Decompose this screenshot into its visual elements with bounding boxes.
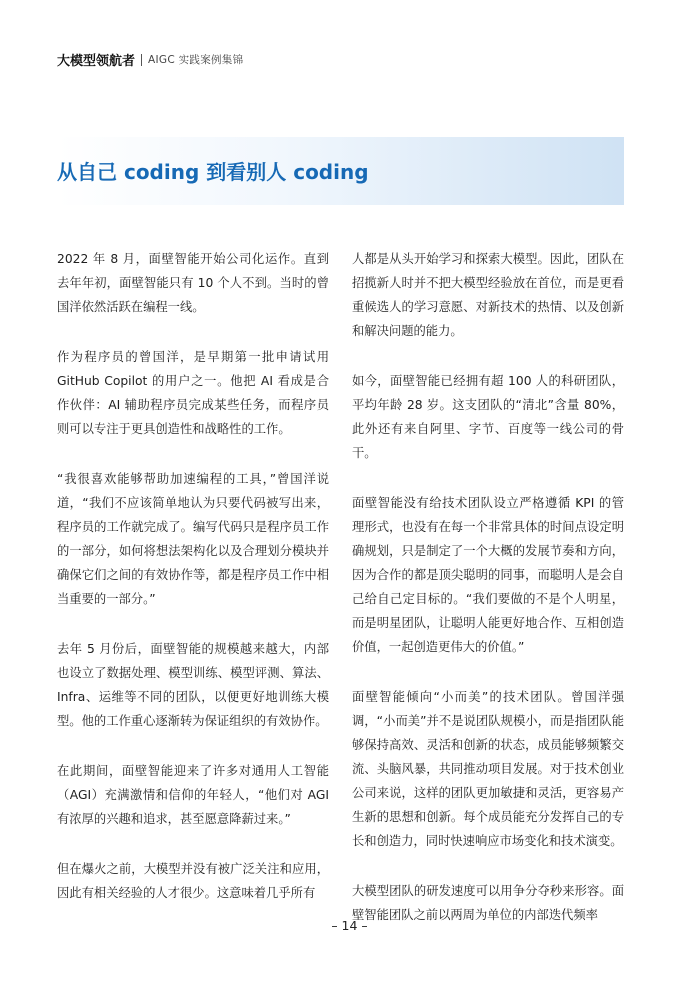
left-column xyxy=(57,247,329,931)
paragraph: 作为程序员的曾国洋，是早期第一批申请试用GitHub Copilot 的用户之一。他把 AI 看成是合作伙伴：AI 辅助程序员完成某些任务，而程序员则可以专注于更具创造性和战略性的工作。 xyxy=(57,350,329,436)
paragraph: 人都是从头开始学习和探索大模型。因此，团队在招揽新人时并不把大模型经验放在首位，而是更看重候选人的学习意愿、对新技术的热情、以及创新和解决问题的能力。 xyxy=(352,252,624,338)
paragraph: “我很喜欢能够帮助加速编程的工具，”曾国洋说道，“我们不应该简单地认为只要代码被写出来，程序员的工作就完成了。编写代码只是程序员工作的一部分，如何将想法架构化以及合理划分模块并确保它们之间的有效协作等，都是程序员工作中相当重要的一部分。” xyxy=(57,472,329,606)
page-number: – 14 – xyxy=(331,918,368,933)
paragraph: 2022 年 8 月，面壁智能开始公司化运作。直到去年年初，面壁智能只有 10 个人不到。当时的曾国洋依然活跃在编程一线。 xyxy=(57,252,329,314)
right-column xyxy=(352,247,624,953)
paragraph: 大模型团队的研发速度可以用争分夺秒来形容。面壁智能团队之前以两周为单位的内部迭代频率 xyxy=(352,884,624,922)
running-header xyxy=(57,50,243,69)
header-divider xyxy=(141,54,142,66)
paragraph: 如今，面壁智能已经拥有超 100 人的科研团队，平均年龄 28 岁。这支团队的“清北”含量 80%，此外还有来自阿里、字节、百度等一线公司的骨干。 xyxy=(352,374,624,460)
paragraph: 去年 5 月份后，面壁智能的规模越来越大，内部也设立了数据处理、模型训练、模型评测、算法、Infra、运维等不同的团队，以便更好地训练大模型。他的工作重心逐渐转为保证组织的有效协作。 xyxy=(57,642,329,728)
section-title: 从自己 coding 到看别人 coding xyxy=(57,160,369,184)
paragraph: 但在爆火之前，大模型并没有被广泛关注和应用，因此有相关经验的人才很少。这意味着几乎所有 xyxy=(57,862,329,900)
paragraph: 面壁智能没有给技术团队设立严格遵循 KPI 的管理形式，也没有在每一个非常具体的时间点设定明确规划，只是制定了一个大概的发展节奏和方向，因为合作的都是顶尖聪明的同事，而聪明人是会自己给自己定目标的。“我们要做的不是个人明星，而是明星团队，让聪明人能更好地合作、互相创造价值，一起创造更伟大的价值。” xyxy=(352,496,624,654)
paragraph: 面壁智能倾向“小而美”的技术团队。曾国洋强调，“小而美”并不是说团队规模小，而是指团队能够保持高效、灵活和创新的状态，成员能够频繁交流、头脑风暴，共同推动项目发展。对于技术创业公司来说，这样的团队更加敏捷和灵活，更容易产生新的思想和创新。每个成员能充分发挥自己的专长和创造力，同时快速响应市场变化和技术演变。 xyxy=(352,690,624,848)
section-title-band xyxy=(57,137,624,205)
paragraph: 在此期间，面壁智能迎来了许多对通用人工智能（AGI）充满激情和信仰的年轻人，“他们对 AGI 有浓厚的兴趣和追求，甚至愿意降薪过来。” xyxy=(57,764,329,826)
collection-name: AIGC 实践案例集锦 xyxy=(148,54,244,66)
publication-brand: 大模型领航者 xyxy=(57,54,136,69)
